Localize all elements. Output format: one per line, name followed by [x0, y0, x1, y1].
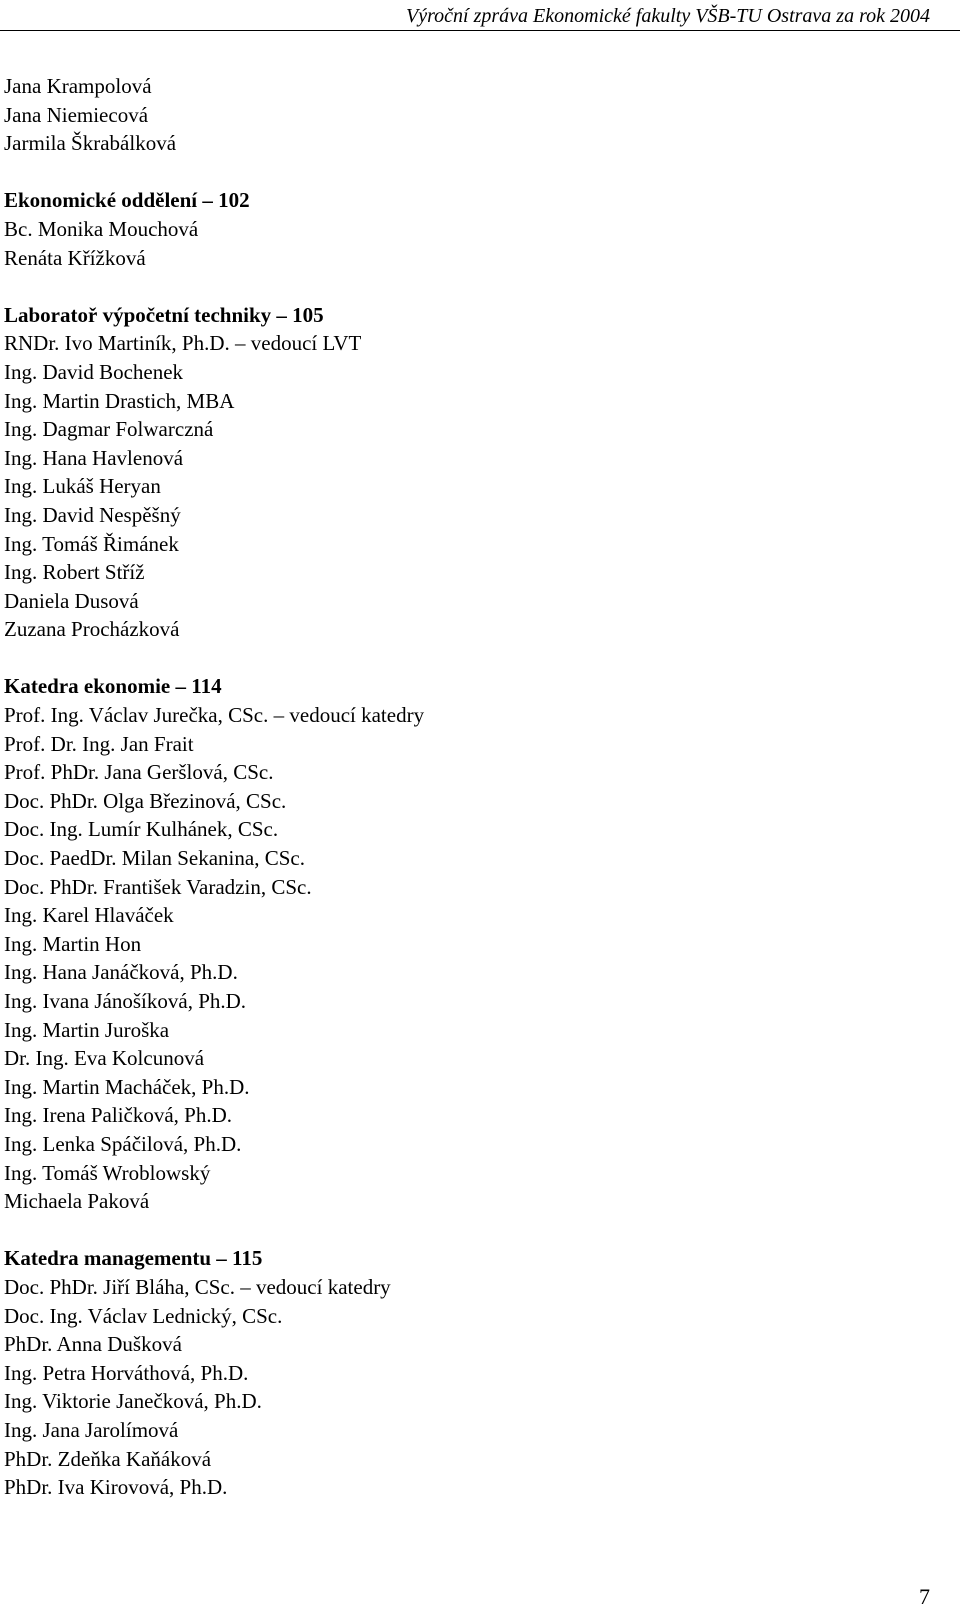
department-section [4, 72, 924, 158]
staff-member: Ing. David Bochenek [4, 359, 184, 384]
staff-member: Ing. Robert Stříž [4, 560, 145, 585]
staff-member: Ing. Petra Horváthová, Ph.D. [4, 1360, 249, 1385]
staff-member: Ing. Dagmar Folwarczná [4, 417, 214, 442]
staff-member: Ing. Irena Paličková, Ph.D. [4, 1103, 233, 1128]
department-section [4, 1244, 924, 1501]
staff-member: Ing. Jana Jarolímová [4, 1417, 179, 1442]
department-heading: Ekonomické oddělení – 102 [4, 188, 250, 213]
staff-member: Ing. Tomáš Wroblowský [4, 1160, 211, 1185]
staff-member: Ing. Martin Hon [4, 931, 142, 956]
staff-member: Doc. PhDr. Jiří Bláha, CSc. – vedoucí katedry [4, 1274, 391, 1299]
staff-member: Jana Niemiecová [4, 102, 149, 127]
staff-member: Doc. PhDr. František Varadzin, CSc. [4, 874, 312, 899]
staff-member: Doc. PaedDr. Milan Sekanina, CSc. [4, 846, 305, 871]
department-heading: Katedra managementu – 115 [4, 1246, 263, 1271]
department-heading: Laboratoř výpočetní techniky – 105 [4, 302, 324, 327]
staff-member: Jarmila Škrabálková [4, 131, 177, 156]
department-section [4, 186, 924, 272]
staff-member: Ing. Hana Havlenová [4, 445, 184, 470]
staff-member: Dr. Ing. Eva Kolcunová [4, 1046, 205, 1071]
department-heading: Katedra ekonomie – 114 [4, 674, 222, 699]
section-gap [4, 272, 924, 301]
staff-member: RNDr. Ivo Martiník, Ph.D. – vedoucí LVT [4, 331, 362, 356]
staff-member: Doc. PhDr. Olga Březinová, CSc. [4, 788, 287, 813]
staff-member: Bc. Monika Mouchová [4, 216, 199, 241]
department-section [4, 672, 924, 1215]
staff-member: Ing. Lukáš Heryan [4, 474, 161, 499]
staff-member: PhDr. Iva Kirovová, Ph.D. [4, 1475, 228, 1500]
staff-member: Zuzana Procházková [4, 617, 180, 642]
department-section [4, 301, 924, 644]
staff-member: Prof. PhDr. Jana Geršlová, CSc. [4, 760, 274, 785]
section-gap [4, 644, 924, 673]
staff-member: Michaela Paková [4, 1189, 150, 1214]
staff-member: Ing. Ivana Jánošíková, Ph.D. [4, 989, 247, 1013]
staff-directory [4, 72, 924, 1502]
staff-member: Jana Krampolová [4, 74, 152, 98]
staff-member: Ing. Martin Macháček, Ph.D. [4, 1074, 250, 1099]
staff-member: Prof. Ing. Václav Jurečka, CSc. – vedoucí katedry [4, 703, 425, 728]
staff-member: Ing. Martin Drastich, MBA [4, 388, 235, 413]
section-gap [4, 1216, 924, 1245]
staff-member: Prof. Dr. Ing. Jan Frait [4, 731, 194, 756]
staff-member: Doc. Ing. Václav Lednický, CSc. [4, 1303, 283, 1328]
staff-member: PhDr. Zdeňka Kaňáková [4, 1446, 212, 1471]
staff-member: Ing. Lenka Spáčilová, Ph.D. [4, 1131, 242, 1156]
staff-member: Daniela Dusová [4, 588, 139, 613]
running-header-title: Výroční zpráva Ekonomické fakulty VŠB-TU Ostrava za rok 2004 [406, 5, 930, 27]
header-divider [0, 30, 960, 31]
page-number: 7 [919, 1584, 930, 1609]
staff-member: PhDr. Anna Dušková [4, 1332, 182, 1357]
staff-member: Ing. Karel Hlaváček [4, 903, 174, 928]
staff-member: Ing. Martin Juroška [4, 1017, 170, 1042]
staff-member: Ing. Hana Janáčková, Ph.D. [4, 960, 238, 985]
staff-member: Ing. Viktorie Janečková, Ph.D. [4, 1389, 262, 1414]
staff-member: Ing. David Nespěšný [4, 502, 181, 527]
staff-member: Ing. Tomáš Řimánek [4, 531, 179, 556]
staff-member: Doc. Ing. Lumír Kulhánek, CSc. [4, 817, 279, 842]
staff-member: Renáta Křížková [4, 245, 146, 270]
section-gap [4, 158, 924, 187]
